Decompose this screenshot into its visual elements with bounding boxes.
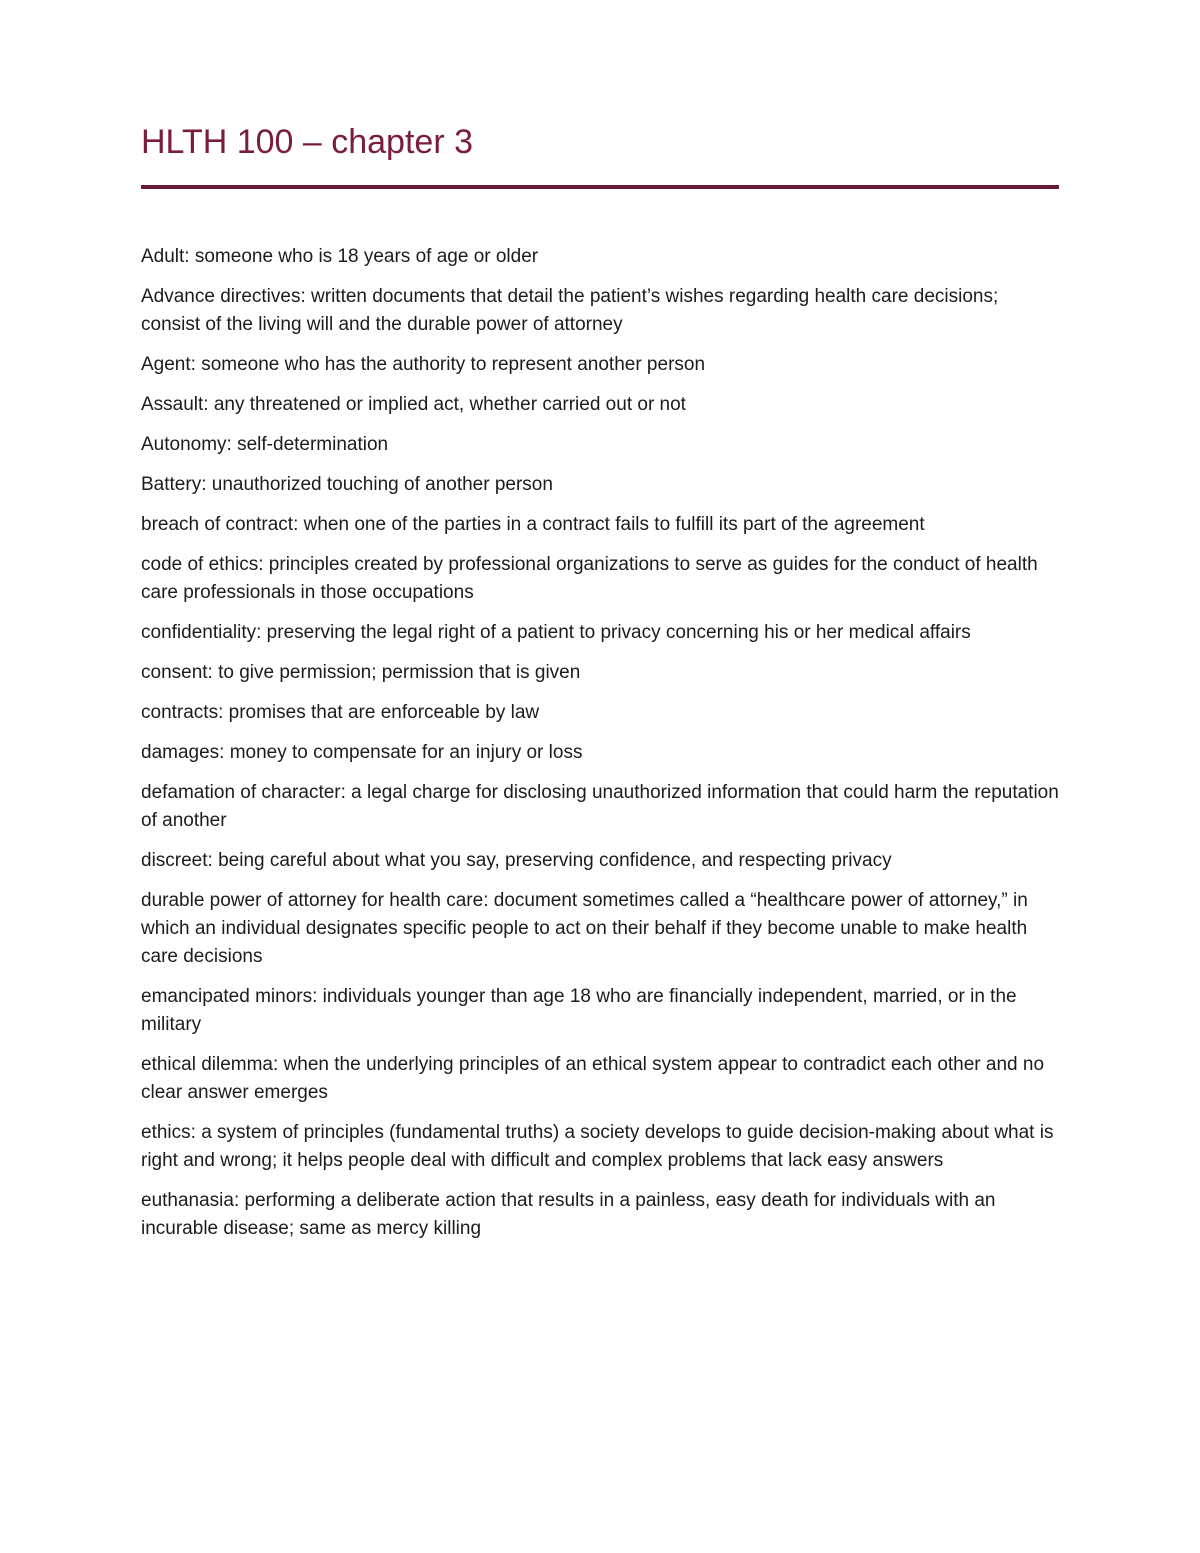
- glossary-entry: ethical dilemma: when the underlying principles of an ethical system appear to contradict each other and no clear answer emerges: [141, 1054, 1045, 1103]
- glossary-entry: code of ethics: principles created by professional organizations to serve as guides for the conduct of health care professionals in those occupations: [141, 554, 1038, 603]
- glossary-entry: ethics: a system of principles (fundamental truths) a society develops to guide decision-making about what is right and wrong; it helps people deal with difficult and complex problems that lack easy answers: [141, 1122, 1054, 1171]
- glossary-entry: contracts: promises that are enforceable by law: [141, 702, 540, 723]
- glossary-entry: Assault: any threatened or implied act, whether carried out or not: [141, 394, 686, 415]
- glossary-entry: durable power of attorney for health care: document sometimes called a “healthcare power of attorney,” in which an individual designates specific people to act on their behalf if they become unable to make health care decisions: [141, 890, 1028, 967]
- glossary-entry: euthanasia: performing a deliberate action that results in a painless, easy death for individuals with an incurable disease; same as mercy killing: [141, 1190, 996, 1239]
- glossary-entry: damages: money to compensate for an injury or loss: [141, 742, 583, 763]
- glossary-entry: discreet: being careful about what you say, preserving confidence, and respecting privacy: [141, 850, 892, 871]
- glossary-entry: emancipated minors: individuals younger than age 18 who are financially independent, married, or in the military: [141, 986, 1017, 1035]
- glossary-entry: Adult: someone who is 18 years of age or older: [141, 246, 539, 267]
- glossary-entry: confidentiality: preserving the legal right of a patient to privacy concerning his or her medical affairs: [141, 622, 971, 643]
- glossary-entry: Autonomy: self-determination: [141, 434, 389, 455]
- glossary-list: [141, 243, 1061, 1255]
- glossary-entry: Agent: someone who has the authority to represent another person: [141, 354, 706, 375]
- glossary-entry: consent: to give permission; permission that is given: [141, 662, 581, 683]
- glossary-entry: Battery: unauthorized touching of another person: [141, 474, 553, 495]
- glossary-entry: defamation of character: a legal charge for disclosing unauthorized information that could harm the reputation of another: [141, 782, 1059, 831]
- glossary-entry: Advance directives: written documents that detail the patient’s wishes regarding health care decisions; consist of the living will and the durable power of attorney: [141, 286, 999, 335]
- page-title: HLTH 100 – chapter 3: [141, 123, 473, 161]
- title-divider: [141, 185, 1059, 189]
- glossary-entry: breach of contract: when one of the parties in a contract fails to fulfill its part of the agreement: [141, 514, 925, 535]
